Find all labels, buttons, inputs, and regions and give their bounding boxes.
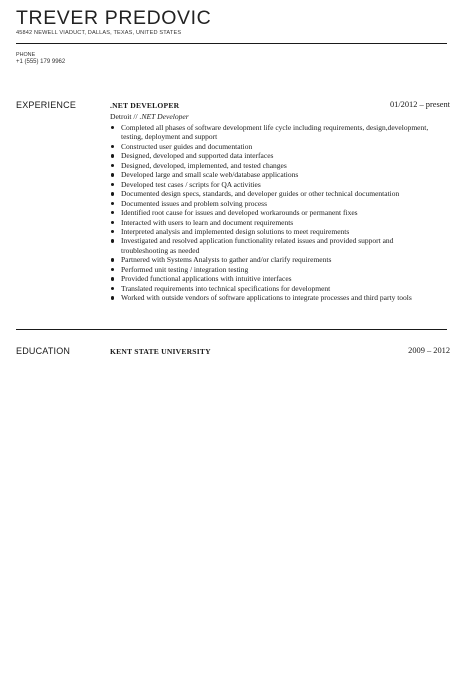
responsibility-text: Developed large and small scale web/database applications — [121, 170, 299, 180]
experience-section-label: EXPERIENCE — [16, 100, 77, 110]
bullet-icon — [111, 268, 114, 271]
responsibility-item — [110, 180, 440, 189]
bullet-icon — [111, 296, 114, 299]
job-title: .NET DEVELOPER — [110, 101, 180, 110]
responsibility-item — [110, 123, 440, 142]
responsibility-text: Translated requirements into technical specifications for development — [121, 283, 331, 293]
responsibility-text: Interacted with users to learn and document requirements — [121, 217, 294, 227]
responsibility-text: Completed all phases of software development life cycle including requirements, design,development, testing, deployment and support — [121, 123, 429, 142]
responsibility-text: Documented issues and problem solving process — [121, 198, 268, 208]
bullet-icon — [111, 183, 114, 186]
bullet-icon — [111, 258, 114, 261]
section-divider — [16, 329, 447, 330]
responsibility-text: Documented design specs, standards, and developer guides or other technical documentation — [121, 189, 400, 199]
bullet-icon — [111, 211, 114, 214]
bullet-icon — [111, 202, 114, 205]
responsibility-text: Constructed user guides and documentation — [121, 141, 253, 151]
responsibility-text: Provided functional applications with intuitive interfaces — [121, 274, 292, 284]
responsibility-text: Designed, developed and supported data interfaces — [121, 151, 274, 161]
bullet-icon — [111, 164, 114, 167]
responsibility-text: Performed unit testing / integration testing — [121, 264, 249, 274]
responsibility-text: Designed, developed, implemented, and tested changes — [121, 160, 287, 170]
bullet-icon — [111, 173, 114, 176]
responsibility-item — [110, 236, 440, 255]
responsibility-item — [110, 255, 440, 264]
candidate-name: TREVER PREDOVIC — [16, 7, 212, 29]
bullet-icon — [111, 239, 114, 242]
responsibility-text: Worked with outside vendors of software applications to integrate processes and third party tools — [121, 293, 412, 303]
school-name: KENT STATE UNIVERSITY — [110, 347, 211, 356]
responsibility-item — [110, 199, 440, 208]
responsibility-text: Developed test cases / scripts for QA activities — [121, 179, 261, 189]
responsibility-item — [110, 151, 440, 160]
responsibility-text: Partnered with Systems Analysts to gather and/or clarify requirements — [121, 255, 332, 265]
education-dates: 2009 – 2012 — [408, 346, 450, 355]
phone-label: PHONE — [16, 52, 36, 58]
bullet-icon — [111, 145, 114, 148]
responsibility-item — [110, 218, 440, 227]
bullet-icon — [111, 221, 114, 224]
responsibility-item — [110, 161, 440, 170]
responsibility-text: Investigated and resolved application functionality related issues and provided support and troubleshooting as needed — [121, 236, 394, 255]
responsibility-item — [110, 170, 440, 179]
education-section-label: EDUCATION — [16, 346, 71, 356]
responsibilities-list — [110, 123, 440, 303]
job-role: .NET Developer — [139, 112, 189, 121]
bullet-icon — [111, 287, 114, 290]
bullet-icon — [111, 192, 114, 195]
job-location: Detroit // — [110, 112, 138, 121]
responsibility-item — [110, 142, 440, 151]
job-dates: 01/2012 – present — [389, 100, 450, 109]
bullet-icon — [111, 126, 114, 129]
responsibility-item — [110, 293, 440, 302]
bullet-icon — [111, 277, 114, 280]
phone-number: +1 (555) 179 9962 — [16, 59, 66, 65]
candidate-address: 45842 NEWELL VIADUCT, DALLAS, TEXAS, UNITED STATES — [16, 30, 182, 36]
responsibility-text: Identified root cause for issues and developed workarounds or permanent fixes — [121, 208, 358, 218]
responsibility-item — [110, 284, 440, 293]
responsibility-item — [110, 265, 440, 274]
responsibility-item — [110, 189, 440, 198]
bullet-icon — [111, 230, 114, 233]
header-divider — [16, 43, 447, 44]
bullet-icon — [111, 154, 114, 157]
responsibility-text: Interpreted analysis and implemented design solutions to meet requirements — [121, 226, 350, 236]
responsibility-item — [110, 208, 440, 217]
responsibility-item — [110, 274, 440, 283]
job-subtitle — [110, 112, 189, 121]
responsibility-item — [110, 227, 440, 236]
